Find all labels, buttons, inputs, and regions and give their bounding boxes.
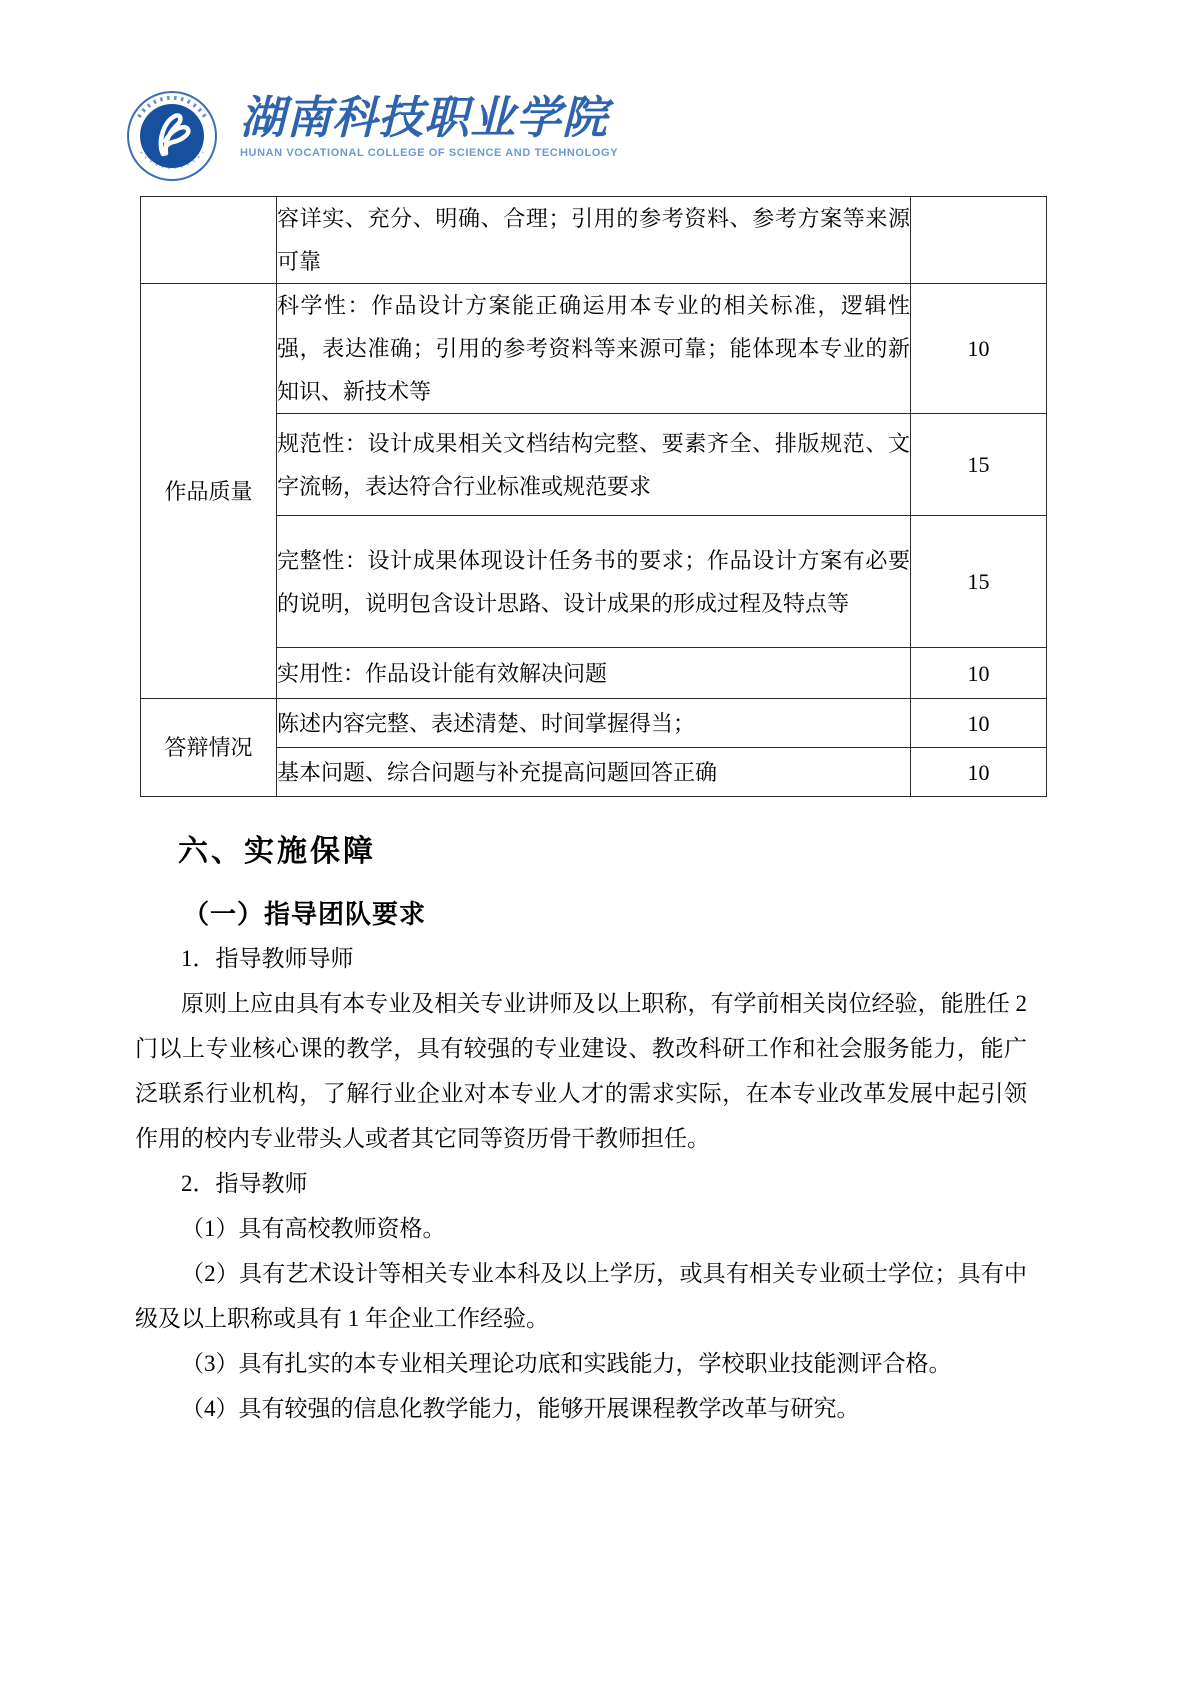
rubric-criteria-cell: 规范性：设计成果相关文档结构完整、要素齐全、排版规范、文字流畅，表达符合行业标准或规范要求 bbox=[277, 414, 911, 516]
college-name-english: HUNAN VOCATIONAL COLLEGE OF SCIENCE AND TECHNOLOGY bbox=[240, 147, 619, 159]
point-informatization: （4）具有较强的信息化教学能力，能够开展课程教学改革与研究。 bbox=[181, 1396, 860, 1421]
table-row bbox=[141, 414, 1047, 516]
table-row bbox=[141, 648, 1047, 699]
evaluation-rubric-table bbox=[140, 196, 1047, 797]
point-theory-practice: （3）具有扎实的本专业相关理论功底和实践能力，学校职业技能测评合格。 bbox=[181, 1351, 952, 1376]
paragraph-mentor-requirements: 原则上应由具有本专业及相关专业讲师及以上职称，有学前相关岗位经验，能胜任 2 门以上专业核心课的教学，具有较强的专业建设、教改科研工作和社会服务能力，能广泛联系行业机构，了解行业企业对本专业人才的需求实际，在本专业改革发展中起引领作用的校内专业带头人或者其它同等资历骨干教师担任。 bbox=[135, 991, 1027, 1151]
table-row bbox=[141, 197, 1047, 284]
rubric-criteria-cell: 完整性：设计成果体现设计任务书的要求；作品设计方案有必要的说明，说明包含设计思路、设计成果的形成过程及特点等 bbox=[277, 516, 911, 648]
table-row bbox=[141, 748, 1047, 797]
rubric-score-cell: 10 bbox=[911, 748, 1047, 797]
rubric-criteria-cell: 基本问题、综合问题与补充提高问题回答正确 bbox=[277, 748, 911, 797]
list-item-instructor: 2．指导教师 bbox=[181, 1171, 308, 1196]
subsection-heading: （一）指导团队要求 bbox=[183, 899, 427, 929]
rubric-score-cell: 15 bbox=[911, 414, 1047, 516]
college-seal-icon bbox=[126, 90, 218, 182]
rubric-criteria-cell: 容详实、充分、明确、合理；引用的参考资料、参考方案等来源可靠 bbox=[277, 197, 911, 284]
section-heading: 六、实施保障 bbox=[178, 835, 376, 868]
rubric-criteria-cell: 科学性：作品设计方案能正确运用本专业的相关标准，逻辑性强，表达准确；引用的参考资料等来源可靠；能体现本专业的新知识、新技术等 bbox=[277, 284, 911, 414]
rubric-group-cell-work-quality: 作品质量 bbox=[141, 284, 277, 699]
table-row bbox=[141, 699, 1047, 748]
list-item-mentor: 1．指导教师导师 bbox=[181, 946, 354, 971]
table-row bbox=[141, 516, 1047, 648]
rubric-score-cell: 10 bbox=[911, 284, 1047, 414]
rubric-score-cell: 10 bbox=[911, 699, 1047, 748]
rubric-group-cell-empty bbox=[141, 197, 277, 284]
rubric-score-cell: 15 bbox=[911, 516, 1047, 648]
point-teacher-qualification: （1）具有高校教师资格。 bbox=[181, 1216, 446, 1241]
rubric-score-cell bbox=[911, 197, 1047, 284]
rubric-criteria-cell: 陈述内容完整、表述清楚、时间掌握得当； bbox=[277, 699, 911, 748]
point-degree-requirement: （2）具有艺术设计等相关专业本科及以上学历，或具有相关专业硕士学位；具有中级及以上职称或具有 1 年企业工作经验。 bbox=[135, 1261, 1027, 1331]
college-logo bbox=[126, 90, 618, 182]
college-name-chinese: 湖南科技职业学院 bbox=[240, 93, 609, 143]
body-text bbox=[135, 936, 1027, 1431]
rubric-score-cell: 10 bbox=[911, 648, 1047, 699]
college-logo-text bbox=[240, 90, 618, 159]
rubric-criteria-cell: 实用性：作品设计能有效解决问题 bbox=[277, 648, 911, 699]
table-row bbox=[141, 284, 1047, 414]
rubric-group-cell-defense: 答辩情况 bbox=[141, 699, 277, 797]
